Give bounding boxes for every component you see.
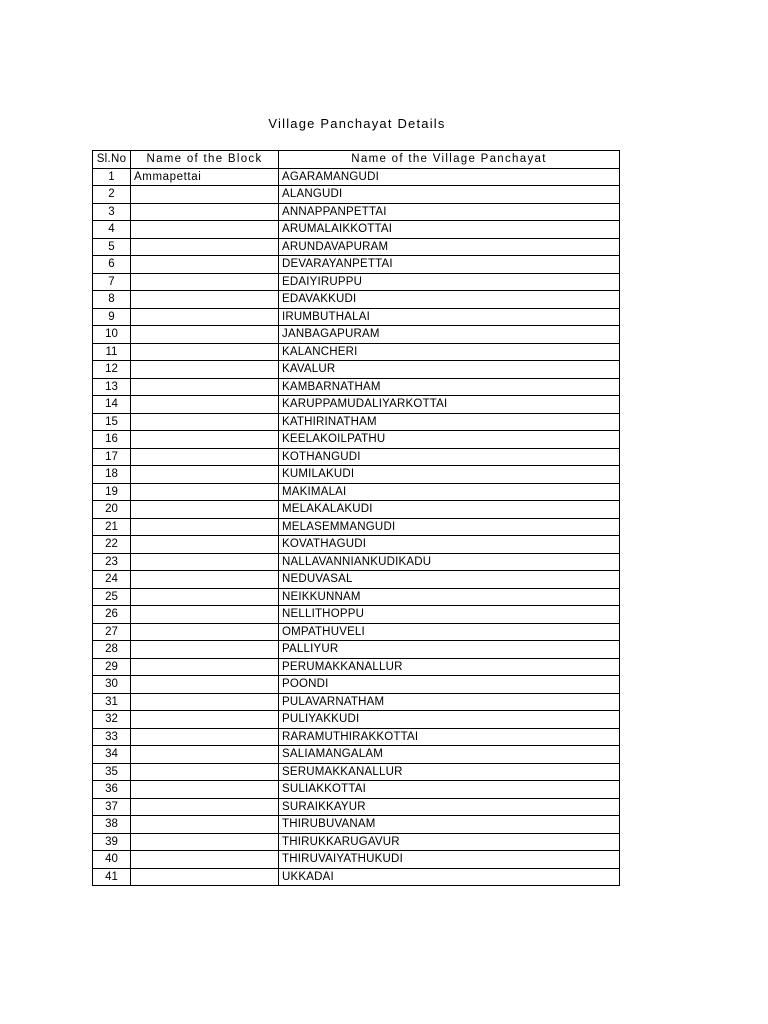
table-row bbox=[93, 588, 620, 606]
cell-sl-no: 39 bbox=[93, 833, 131, 851]
cell-village: ANNAPPANPETTAI bbox=[279, 203, 620, 221]
cell-sl-no: 40 bbox=[93, 851, 131, 869]
table-row bbox=[93, 256, 620, 274]
cell-block bbox=[131, 641, 279, 659]
cell-village: NALLAVANNIANKUDIKADU bbox=[279, 553, 620, 571]
cell-sl-no: 14 bbox=[93, 396, 131, 414]
table-row bbox=[93, 361, 620, 379]
cell-block bbox=[131, 378, 279, 396]
table-row bbox=[93, 851, 620, 869]
cell-sl-no: 18 bbox=[93, 466, 131, 484]
cell-block bbox=[131, 483, 279, 501]
cell-block bbox=[131, 816, 279, 834]
cell-sl-no: 15 bbox=[93, 413, 131, 431]
cell-sl-no: 4 bbox=[93, 221, 131, 239]
cell-sl-no: 13 bbox=[93, 378, 131, 396]
cell-village: MELAKALAKUDI bbox=[279, 501, 620, 519]
cell-block bbox=[131, 606, 279, 624]
cell-sl-no: 34 bbox=[93, 746, 131, 764]
cell-sl-no: 1 bbox=[93, 168, 131, 186]
cell-block bbox=[131, 256, 279, 274]
cell-sl-no: 38 bbox=[93, 816, 131, 834]
cell-block bbox=[131, 833, 279, 851]
table-row bbox=[93, 308, 620, 326]
cell-village: DEVARAYANPETTAI bbox=[279, 256, 620, 274]
cell-block bbox=[131, 238, 279, 256]
cell-sl-no: 32 bbox=[93, 711, 131, 729]
cell-sl-no: 36 bbox=[93, 781, 131, 799]
cell-village: NEDUVASAL bbox=[279, 571, 620, 589]
cell-sl-no: 7 bbox=[93, 273, 131, 291]
cell-sl-no: 16 bbox=[93, 431, 131, 449]
cell-village: ALANGUDI bbox=[279, 186, 620, 204]
cell-block bbox=[131, 536, 279, 554]
table-header-row bbox=[93, 151, 620, 169]
cell-block bbox=[131, 571, 279, 589]
table-row bbox=[93, 378, 620, 396]
cell-block bbox=[131, 361, 279, 379]
table-row bbox=[93, 763, 620, 781]
cell-village: KALANCHERI bbox=[279, 343, 620, 361]
cell-village: PULAVARNATHAM bbox=[279, 693, 620, 711]
cell-sl-no: 24 bbox=[93, 571, 131, 589]
cell-sl-no: 28 bbox=[93, 641, 131, 659]
cell-village: RARAMUTHIRAKKOTTAI bbox=[279, 728, 620, 746]
cell-sl-no: 41 bbox=[93, 868, 131, 886]
cell-block bbox=[131, 308, 279, 326]
cell-sl-no: 33 bbox=[93, 728, 131, 746]
cell-block bbox=[131, 553, 279, 571]
cell-block bbox=[131, 798, 279, 816]
table-row bbox=[93, 536, 620, 554]
cell-block bbox=[131, 623, 279, 641]
cell-block bbox=[131, 518, 279, 536]
cell-sl-no: 10 bbox=[93, 326, 131, 344]
cell-sl-no: 29 bbox=[93, 658, 131, 676]
cell-sl-no: 22 bbox=[93, 536, 131, 554]
table-row bbox=[93, 291, 620, 309]
cell-block bbox=[131, 676, 279, 694]
table-row bbox=[93, 711, 620, 729]
cell-block bbox=[131, 273, 279, 291]
cell-sl-no: 26 bbox=[93, 606, 131, 624]
table-row bbox=[93, 431, 620, 449]
cell-village: EDAIYIRUPPU bbox=[279, 273, 620, 291]
page-title: Village Panchayat Details bbox=[268, 116, 446, 131]
cell-block bbox=[131, 728, 279, 746]
cell-block bbox=[131, 746, 279, 764]
cell-village: AGARAMANGUDI bbox=[279, 168, 620, 186]
cell-block bbox=[131, 693, 279, 711]
cell-village: SALIAMANGALAM bbox=[279, 746, 620, 764]
cell-block bbox=[131, 658, 279, 676]
table-row bbox=[93, 186, 620, 204]
cell-sl-no: 2 bbox=[93, 186, 131, 204]
cell-block bbox=[131, 203, 279, 221]
table-row bbox=[93, 571, 620, 589]
table-row bbox=[93, 553, 620, 571]
cell-village: MAKIMALAI bbox=[279, 483, 620, 501]
table-row bbox=[93, 221, 620, 239]
cell-village: SURAIKKAYUR bbox=[279, 798, 620, 816]
cell-block bbox=[131, 763, 279, 781]
cell-block bbox=[131, 186, 279, 204]
cell-sl-no: 35 bbox=[93, 763, 131, 781]
cell-sl-no: 11 bbox=[93, 343, 131, 361]
cell-village: POONDI bbox=[279, 676, 620, 694]
cell-village: PERUMAKKANALLUR bbox=[279, 658, 620, 676]
cell-block bbox=[131, 501, 279, 519]
cell-block bbox=[131, 343, 279, 361]
cell-sl-no: 5 bbox=[93, 238, 131, 256]
cell-block bbox=[131, 431, 279, 449]
cell-sl-no: 27 bbox=[93, 623, 131, 641]
header-sl-no: Sl.No bbox=[93, 151, 131, 169]
cell-sl-no: 23 bbox=[93, 553, 131, 571]
table-row bbox=[93, 676, 620, 694]
table-row bbox=[93, 833, 620, 851]
cell-village: KOTHANGUDI bbox=[279, 448, 620, 466]
cell-block bbox=[131, 221, 279, 239]
cell-village: PALLIYUR bbox=[279, 641, 620, 659]
table-row bbox=[93, 168, 620, 186]
cell-village: KEELAKOILPATHU bbox=[279, 431, 620, 449]
table-row bbox=[93, 396, 620, 414]
cell-village: OMPATHUVELI bbox=[279, 623, 620, 641]
cell-block bbox=[131, 413, 279, 431]
cell-sl-no: 20 bbox=[93, 501, 131, 519]
table-row bbox=[93, 693, 620, 711]
cell-village: SERUMAKKANALLUR bbox=[279, 763, 620, 781]
cell-village: THIRUBUVANAM bbox=[279, 816, 620, 834]
cell-sl-no: 17 bbox=[93, 448, 131, 466]
cell-village: ARUMALAIKKOTTAI bbox=[279, 221, 620, 239]
cell-village: EDAVAKKUDI bbox=[279, 291, 620, 309]
header-village: Name of the Village Panchayat bbox=[279, 151, 620, 169]
cell-sl-no: 9 bbox=[93, 308, 131, 326]
table-row bbox=[93, 641, 620, 659]
table-row bbox=[93, 816, 620, 834]
table-row bbox=[93, 466, 620, 484]
cell-sl-no: 12 bbox=[93, 361, 131, 379]
cell-village: NEIKKUNNAM bbox=[279, 588, 620, 606]
village-panchayat-table bbox=[92, 150, 620, 886]
table-row bbox=[93, 868, 620, 886]
cell-village: KAMBARNATHAM bbox=[279, 378, 620, 396]
cell-village: ARUNDAVAPURAM bbox=[279, 238, 620, 256]
table-row bbox=[93, 728, 620, 746]
cell-village: PULIYAKKUDI bbox=[279, 711, 620, 729]
table-row bbox=[93, 203, 620, 221]
table-row bbox=[93, 343, 620, 361]
cell-sl-no: 25 bbox=[93, 588, 131, 606]
cell-village: UKKADAI bbox=[279, 868, 620, 886]
cell-village: IRUMBUTHALAI bbox=[279, 308, 620, 326]
cell-village: SULIAKKOTTAI bbox=[279, 781, 620, 799]
cell-village: THIRUKKARUGAVUR bbox=[279, 833, 620, 851]
cell-village: KATHIRINATHAM bbox=[279, 413, 620, 431]
cell-sl-no: 6 bbox=[93, 256, 131, 274]
cell-village: KUMILAKUDI bbox=[279, 466, 620, 484]
cell-block bbox=[131, 291, 279, 309]
table-row bbox=[93, 518, 620, 536]
cell-sl-no: 19 bbox=[93, 483, 131, 501]
table-row bbox=[93, 413, 620, 431]
header-block: Name of the Block bbox=[131, 151, 279, 169]
cell-village: THIRUVAIYATHUKUDI bbox=[279, 851, 620, 869]
cell-village: JANBAGAPURAM bbox=[279, 326, 620, 344]
cell-village: KOVATHAGUDI bbox=[279, 536, 620, 554]
table-row bbox=[93, 273, 620, 291]
cell-sl-no: 30 bbox=[93, 676, 131, 694]
table-row bbox=[93, 798, 620, 816]
cell-village: KARUPPAMUDALIYARKOTTAI bbox=[279, 396, 620, 414]
table-row bbox=[93, 781, 620, 799]
cell-sl-no: 8 bbox=[93, 291, 131, 309]
cell-block bbox=[131, 588, 279, 606]
cell-sl-no: 3 bbox=[93, 203, 131, 221]
cell-block bbox=[131, 326, 279, 344]
cell-village: MELASEMMANGUDI bbox=[279, 518, 620, 536]
cell-block bbox=[131, 448, 279, 466]
cell-block bbox=[131, 396, 279, 414]
table-row bbox=[93, 623, 620, 641]
table-body bbox=[93, 168, 620, 886]
cell-block bbox=[131, 851, 279, 869]
cell-block bbox=[131, 711, 279, 729]
cell-block: Ammapettai bbox=[131, 168, 279, 186]
cell-block bbox=[131, 868, 279, 886]
table-row bbox=[93, 238, 620, 256]
table-row bbox=[93, 501, 620, 519]
table-row bbox=[93, 746, 620, 764]
table-row bbox=[93, 658, 620, 676]
table-row bbox=[93, 483, 620, 501]
table-row bbox=[93, 326, 620, 344]
table-row bbox=[93, 606, 620, 624]
cell-village: KAVALUR bbox=[279, 361, 620, 379]
cell-block bbox=[131, 466, 279, 484]
cell-village: NELLITHOPPU bbox=[279, 606, 620, 624]
cell-sl-no: 37 bbox=[93, 798, 131, 816]
cell-block bbox=[131, 781, 279, 799]
cell-sl-no: 21 bbox=[93, 518, 131, 536]
table-row bbox=[93, 448, 620, 466]
cell-sl-no: 31 bbox=[93, 693, 131, 711]
